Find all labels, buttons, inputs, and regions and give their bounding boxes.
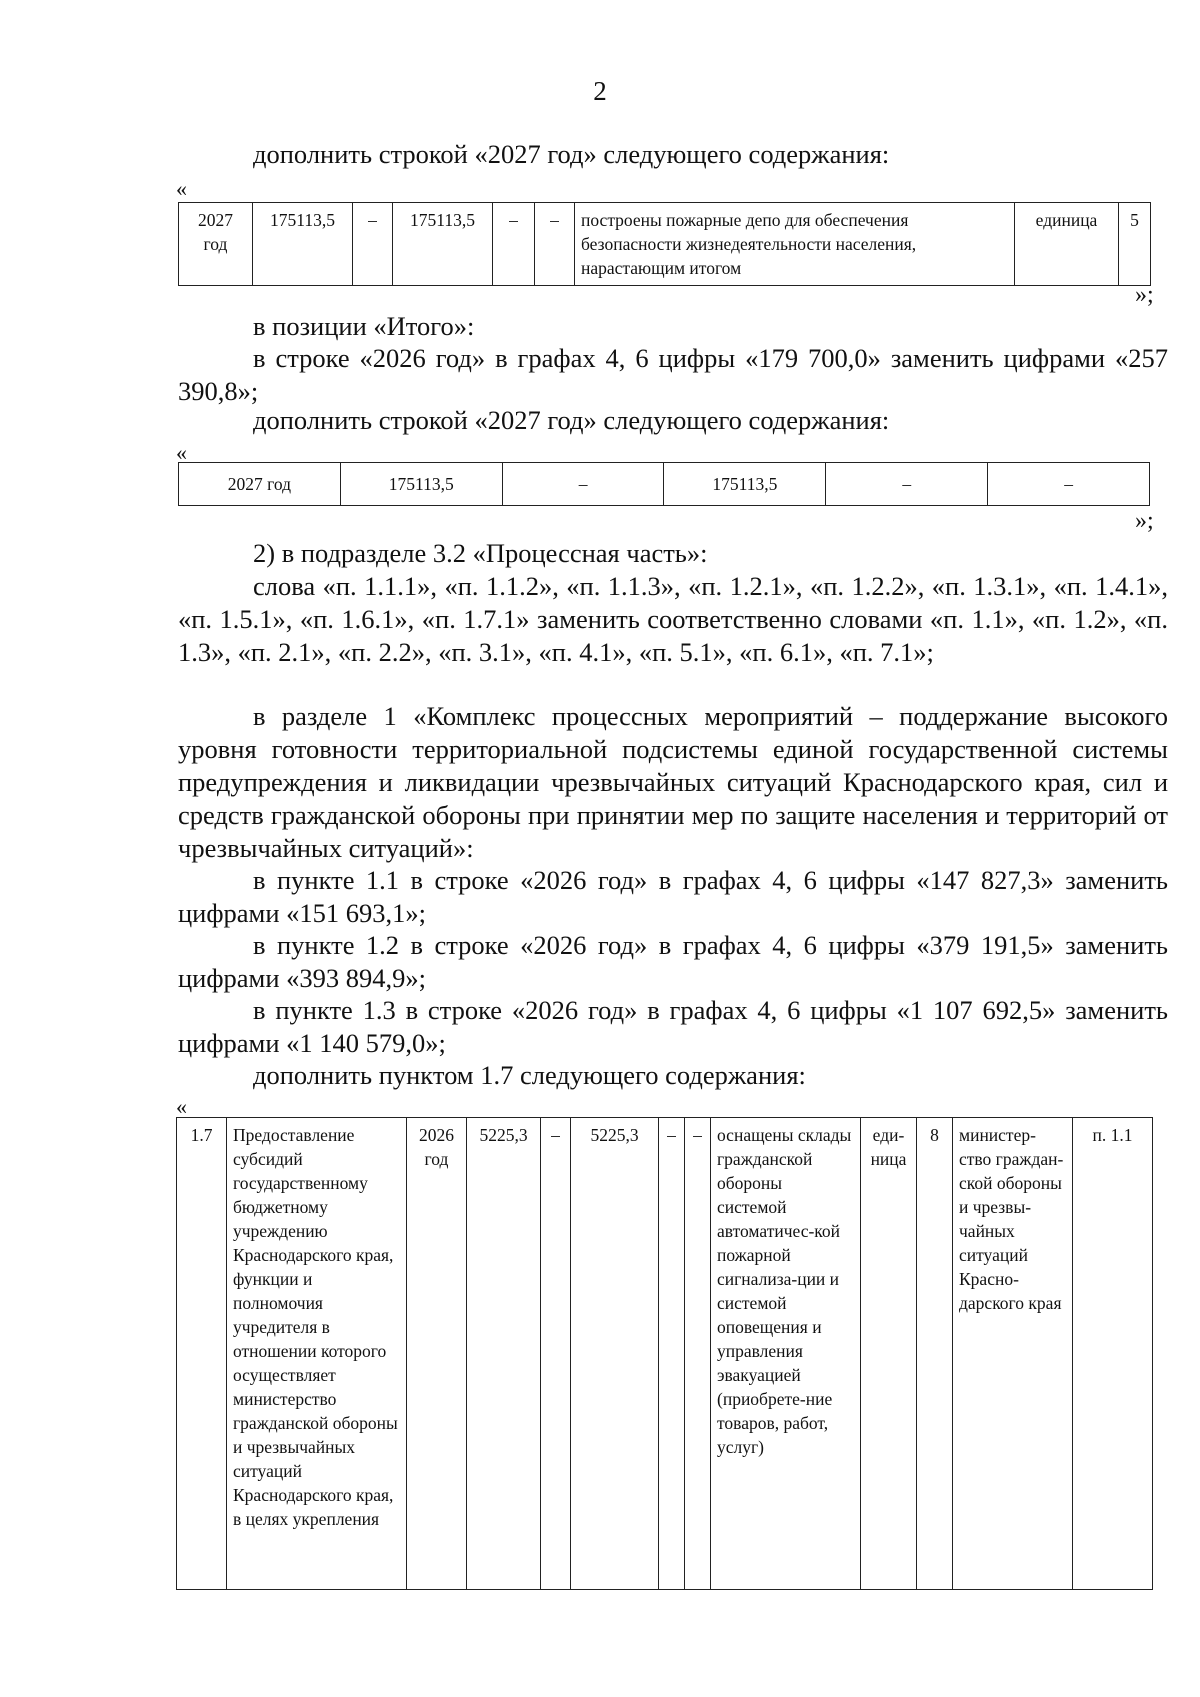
item-amount-regional-cell: 5225,3 xyxy=(571,1118,659,1590)
item-reference-cell: п. 1.1 xyxy=(1073,1118,1153,1590)
item-result-cell: оснащены склады гражданской обороны системой автоматичес-кой пожарной сигнализа-ции и системой оповещения и управления эвакуацией (приобрете-ние товаров, работ, услуг) xyxy=(711,1118,861,1590)
paragraph-replace-words: слова «п. 1.1.1», «п. 1.1.2», «п. 1.1.3», «п. 1.2.1», «п. 1.2.2», «п. 1.3.1», «п. 1.4.1», «п. 1.5.1», «п. 1.6.1», «п. 1.7.1» заменить соответственно словами «п. 1.1», «п. 1.2», «п. 1.3», «п. 2.1», «п. 2.2», «п. 3.1», «п. 4.1», «п. 5.1», «п. 6.1», «п. 7.1»; xyxy=(178,571,1168,667)
total-year-cell: 2027 год xyxy=(179,463,341,506)
paragraph-total-position: в позиции «Итого»: xyxy=(253,311,475,341)
item-value-cell: 8 xyxy=(917,1118,953,1590)
page-number: 2 xyxy=(593,76,607,106)
item-unit-cell: еди-ница xyxy=(861,1118,917,1590)
amount-federal-cell: – xyxy=(353,203,393,286)
amount-total-cell: 175113,5 xyxy=(253,203,353,286)
result-cell: построены пожарные депо для обеспечения безопасности жизнедеятельности населения, нарастающим итогом xyxy=(575,203,1015,286)
total-local-cell: – xyxy=(826,463,988,506)
paragraph-item-1-2: в пункте 1.2 в строке «2026 год» в графах 4, 6 цифры «379 191,5» заменить цифрами «393 894,9»; xyxy=(178,930,1168,993)
unit-cell: единица xyxy=(1015,203,1119,286)
item-amount-federal-cell: – xyxy=(541,1118,571,1590)
table-row-2027 xyxy=(178,202,1151,286)
year-cell: 2027 год xyxy=(179,203,253,286)
closing-quote: »; xyxy=(1135,282,1154,308)
item-year-cell: 2026 год xyxy=(407,1118,467,1590)
paragraph-subsection-3-2: 2) в подразделе 3.2 «Процессная часть»: xyxy=(253,538,708,568)
item-amount-total-cell: 5225,3 xyxy=(467,1118,541,1590)
paragraph-add-row-2027: дополнить строкой «2027 год» следующего содержания: xyxy=(253,139,890,169)
closing-quote: »; xyxy=(1135,508,1154,534)
amount-regional-cell: 175113,5 xyxy=(393,203,493,286)
item-amount-other-cell: – xyxy=(685,1118,711,1590)
table-item-1-7 xyxy=(176,1117,1153,1590)
item-name-cell: Предоставление субсидий государственному бюджетному учреждению Краснодарского края, функции и полномочия учредителя в отношении которого осуществляет министерство гражданской обороны и чрезвычайных ситуаций Краснодарского края, в целях укрепления xyxy=(227,1118,407,1590)
amount-local-cell: – xyxy=(493,203,535,286)
opening-quote: « xyxy=(176,440,187,465)
paragraph-section-1: в разделе 1 «Комплекс процессных мероприятий – поддержание высокого уровня готовности территориальной подсистемы единой государственной системы предупреждения и ликвидации чрезвычайных ситуаций Краснодарского края, сил и средств гражданской обороны при принятии мер по защите населения и территорий от чрезвычайных ситуаций»: xyxy=(178,701,1168,863)
paragraph-add-item-1-7: дополнить пунктом 1.7 следующего содержания: xyxy=(253,1060,806,1090)
table-total-2027 xyxy=(178,462,1150,506)
opening-quote: « xyxy=(176,176,187,201)
amount-other-cell: – xyxy=(535,203,575,286)
paragraph-add-total-2027: дополнить строкой «2027 год» следующего содержания: xyxy=(253,405,890,435)
total-regional-cell: 175113,5 xyxy=(664,463,826,506)
total-amount-cell: 175113,5 xyxy=(340,463,502,506)
value-cell: 5 xyxy=(1119,203,1151,286)
total-federal-cell: – xyxy=(502,463,664,506)
paragraph-item-1-1: в пункте 1.1 в строке «2026 год» в графах 4, 6 цифры «147 827,3» заменить цифрами «151 693,1»; xyxy=(178,865,1168,928)
paragraph-total-2026: в строке «2026 год» в графах 4, 6 цифры «179 700,0» заменить цифрами «257 390,8»; xyxy=(178,343,1168,406)
opening-quote: « xyxy=(176,1094,187,1119)
item-number-cell: 1.7 xyxy=(177,1118,227,1590)
item-amount-local-cell: – xyxy=(659,1118,685,1590)
total-other-cell: – xyxy=(988,463,1150,506)
item-executor-cell: министер-ство граждан-ской обороны и чрезвы-чайных ситуаций Красно-дарского края xyxy=(953,1118,1073,1590)
paragraph-item-1-3: в пункте 1.3 в строке «2026 год» в графах 4, 6 цифры «1 107 692,5» заменить цифрами «1 140 579,0»; xyxy=(178,995,1168,1058)
